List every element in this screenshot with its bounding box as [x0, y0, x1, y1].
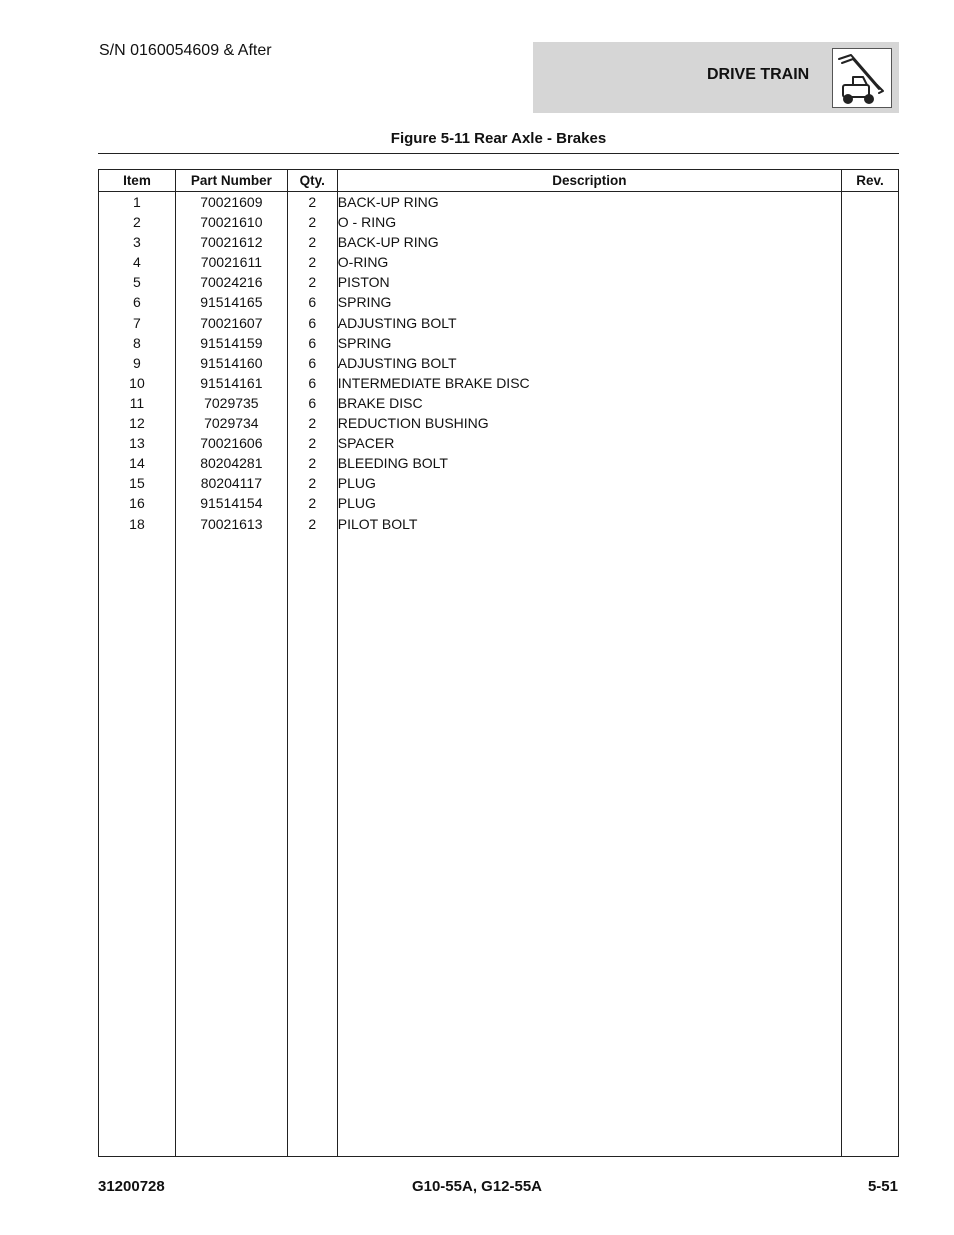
qty-cell: 6: [287, 393, 337, 413]
rev-cell: [842, 493, 899, 513]
item-cell: 14: [99, 453, 176, 473]
qty-cell: 2: [287, 493, 337, 513]
item-cell: 10: [99, 373, 176, 393]
part-number-cell: 70021612: [175, 232, 287, 252]
description-cell: PISTON: [337, 272, 841, 292]
item-cell: 7: [99, 313, 176, 333]
table-row: [99, 292, 899, 312]
description-cell: ADJUSTING BOLT: [337, 353, 841, 373]
table-row: [99, 393, 899, 413]
serial-number-label: S/N 0160054609 & After: [99, 42, 272, 59]
item-cell: 1: [99, 192, 176, 213]
figure-title: Figure 5-11 Rear Axle - Brakes: [390, 130, 607, 147]
description-cell: O - RING: [337, 212, 841, 232]
description-cell: PLUG: [337, 493, 841, 513]
item-cell: 16: [99, 493, 176, 513]
part-number-cell: 70021611: [175, 252, 287, 272]
qty-cell: 2: [287, 272, 337, 292]
description-cell: BRAKE DISC: [337, 393, 841, 413]
rev-cell: [842, 393, 899, 413]
column-header-part-number: Part Number: [175, 170, 287, 192]
rev-cell: [842, 272, 899, 292]
telehandler-machine-icon: [832, 48, 892, 108]
rev-cell: [842, 413, 899, 433]
item-cell: 13: [99, 433, 176, 453]
rev-cell: [842, 313, 899, 333]
rev-cell: [842, 292, 899, 312]
table-empty-area: [99, 534, 899, 1157]
qty-cell: 6: [287, 333, 337, 353]
part-number-cell: 70024216: [175, 272, 287, 292]
table-header-row: [99, 170, 899, 192]
item-cell: 5: [99, 272, 176, 292]
qty-cell: 6: [287, 313, 337, 333]
part-number-cell: 91514154: [175, 493, 287, 513]
section-banner: [533, 42, 899, 113]
rev-cell: [842, 252, 899, 272]
table-row: [99, 413, 899, 433]
qty-cell: 2: [287, 192, 337, 213]
qty-cell: 2: [287, 473, 337, 493]
item-cell: 9: [99, 353, 176, 373]
item-cell: 6: [99, 292, 176, 312]
table-row: [99, 272, 899, 292]
part-number-cell: 80204117: [175, 473, 287, 493]
part-number-cell: 91514160: [175, 353, 287, 373]
column-header-item: Item: [99, 170, 176, 192]
rev-cell: [842, 433, 899, 453]
table-row: [99, 192, 899, 213]
description-cell: SPRING: [337, 292, 841, 312]
rev-cell: [842, 192, 899, 213]
part-number-cell: 7029735: [175, 393, 287, 413]
item-cell: 18: [99, 514, 176, 534]
table-row: [99, 433, 899, 453]
table-row: [99, 453, 899, 473]
part-number-cell: 91514161: [175, 373, 287, 393]
description-cell: SPACER: [337, 433, 841, 453]
title-divider: [98, 153, 899, 154]
qty-cell: 2: [287, 453, 337, 473]
item-cell: 15: [99, 473, 176, 493]
item-cell: 8: [99, 333, 176, 353]
item-cell: 4: [99, 252, 176, 272]
item-cell: 12: [99, 413, 176, 433]
qty-cell: 6: [287, 292, 337, 312]
part-number-cell: 91514165: [175, 292, 287, 312]
description-cell: ADJUSTING BOLT: [337, 313, 841, 333]
description-cell: BACK-UP RING: [337, 232, 841, 252]
part-number-cell: 70021606: [175, 433, 287, 453]
description-cell: BACK-UP RING: [337, 192, 841, 213]
rev-cell: [842, 333, 899, 353]
qty-cell: 6: [287, 373, 337, 393]
qty-cell: 2: [287, 413, 337, 433]
qty-cell: 2: [287, 514, 337, 534]
rev-cell: [842, 473, 899, 493]
part-number-cell: 70021610: [175, 212, 287, 232]
table-row: [99, 514, 899, 534]
document-number: 31200728: [98, 1178, 165, 1195]
qty-cell: 2: [287, 212, 337, 232]
description-cell: PILOT BOLT: [337, 514, 841, 534]
column-header-description: Description: [337, 170, 841, 192]
table-row: [99, 232, 899, 252]
description-cell: INTERMEDIATE BRAKE DISC: [337, 373, 841, 393]
table-row: [99, 313, 899, 333]
section-title: DRIVE TRAIN: [707, 66, 810, 83]
rev-cell: [842, 453, 899, 473]
description-cell: BLEEDING BOLT: [337, 453, 841, 473]
table-row: [99, 212, 899, 232]
part-number-cell: 91514159: [175, 333, 287, 353]
rev-cell: [842, 212, 899, 232]
parts-table: [98, 169, 899, 1157]
table-row: [99, 473, 899, 493]
table-row: [99, 493, 899, 513]
column-header-rev: Rev.: [842, 170, 899, 192]
description-cell: REDUCTION BUSHING: [337, 413, 841, 433]
qty-cell: 2: [287, 232, 337, 252]
description-cell: PLUG: [337, 473, 841, 493]
description-cell: SPRING: [337, 333, 841, 353]
table-row: [99, 252, 899, 272]
table-row: [99, 333, 899, 353]
model-numbers: G10-55A, G12-55A: [411, 1178, 543, 1195]
qty-cell: 6: [287, 353, 337, 373]
item-cell: 2: [99, 212, 176, 232]
table-row: [99, 373, 899, 393]
rev-cell: [842, 353, 899, 373]
rev-cell: [842, 373, 899, 393]
part-number-cell: 70021607: [175, 313, 287, 333]
rev-cell: [842, 514, 899, 534]
rev-cell: [842, 232, 899, 252]
column-header-qty: Qty.: [287, 170, 337, 192]
item-cell: 3: [99, 232, 176, 252]
description-cell: O-RING: [337, 252, 841, 272]
item-cell: 11: [99, 393, 176, 413]
part-number-cell: 80204281: [175, 453, 287, 473]
table-row: [99, 353, 899, 373]
qty-cell: 2: [287, 433, 337, 453]
part-number-cell: 70021613: [175, 514, 287, 534]
part-number-cell: 7029734: [175, 413, 287, 433]
qty-cell: 2: [287, 252, 337, 272]
page-number: 5-51: [867, 1178, 898, 1195]
part-number-cell: 70021609: [175, 192, 287, 213]
